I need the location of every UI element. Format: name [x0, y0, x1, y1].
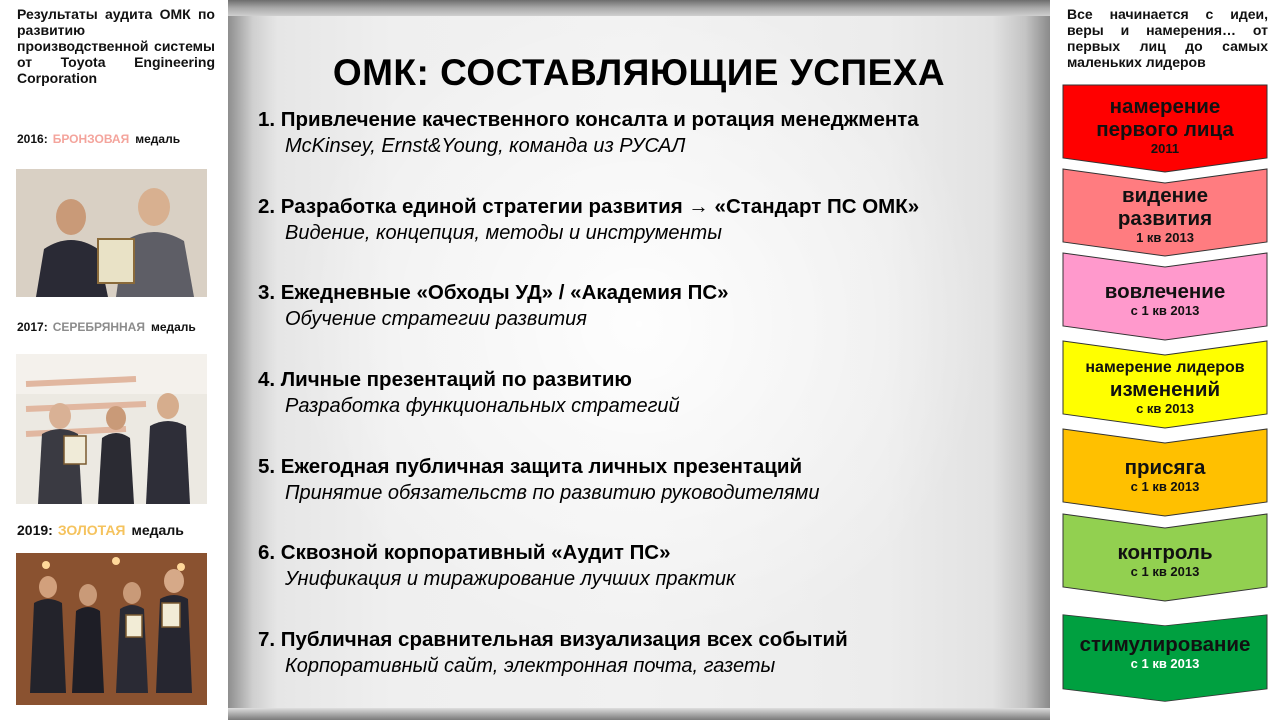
step-chevron-7 [1062, 601, 1268, 690]
step-chevron-5 [1062, 428, 1268, 517]
list-item [258, 194, 1058, 281]
step-chevron-1 [1062, 84, 1268, 173]
step-date: 1 кв 2013 [1136, 230, 1194, 245]
medal-year: 2017: [17, 320, 48, 334]
award-photo-2016 [16, 169, 207, 297]
page-title: ОМК: СОСТАВЛЯЮЩИЕ УСПЕХА [332, 52, 946, 93]
step-chevron-4 [1062, 340, 1268, 429]
medal-caption-2017 [17, 320, 196, 334]
item-subtitle: Видение, концепция, методы и инструменты [285, 221, 722, 244]
list-item [258, 367, 1058, 454]
right-intro-text: Все начинается с идеи, веры и намерения… от первых лиц до самых маленьких лидеров [1067, 6, 1268, 70]
award-photo-2019-image [16, 553, 207, 705]
medal-name-bronze: БРОНЗОВАЯ [52, 132, 130, 146]
medal-name-gold: ЗОЛОТАЯ [57, 522, 126, 538]
list-item [258, 280, 1058, 367]
item-subtitle: Корпоративный сайт, электронная почта, газеты [285, 655, 776, 678]
item-subtitle: Унификация и тиражирование лучших практик [285, 568, 736, 591]
medal-caption-2016 [17, 132, 180, 146]
step-label: контроль [1117, 540, 1213, 564]
step-label: присяга [1124, 455, 1206, 479]
medal-caption-2019 [17, 522, 184, 538]
step-chevron-6 [1062, 513, 1268, 602]
left-column [0, 0, 228, 720]
list-item [258, 540, 1058, 627]
step-date: с 1 кв 2013 [1130, 655, 1200, 671]
step-label-line2: первого лица [1096, 118, 1234, 141]
award-photo-2017-image [16, 354, 207, 504]
item-title: 5. Ежегодная публичная защита личных презентаций [258, 454, 803, 478]
right-column [1050, 0, 1280, 720]
step-date: с 1 кв 2013 [1130, 478, 1200, 494]
audit-title: Результаты аудита ОМК по развитию производственной системы от Toyota Engineering Corporation [17, 6, 215, 86]
medal-suffix: медаль [150, 320, 196, 334]
award-photo-2016-image [16, 169, 207, 297]
award-photo-2019 [16, 553, 207, 705]
medal-suffix: медаль [131, 522, 184, 538]
item-subtitle: Разработка функциональных стратегий [285, 395, 680, 418]
step-label: вовлечение [1104, 279, 1226, 303]
step-date: с 1 кв 2013 [1130, 302, 1200, 318]
step-label: намерение лидеров [1085, 358, 1245, 376]
scroll-panel [228, 0, 1050, 720]
list-item [258, 454, 1058, 541]
step-label: видение [1121, 184, 1208, 207]
item-title: 7. Публичная сравнительная визуализация всех событий [258, 628, 848, 652]
step-date: с 1 кв 2013 [1130, 563, 1200, 579]
step-chevron-3 [1062, 252, 1268, 341]
medal-suffix: медаль [135, 132, 181, 146]
medal-name-silver: СЕРЕБРЯННАЯ [52, 320, 145, 334]
step-date: с кв 2013 [1136, 400, 1194, 416]
item-subtitle: McKinsey, Ernst&Young, команда из РУСАЛ [285, 135, 686, 157]
step-label: стимулирование [1079, 632, 1251, 656]
item-title: 3. Ежедневные «Обходы УД» / «Академия ПС» [258, 281, 729, 305]
list-item [258, 627, 1058, 714]
step-date: 2011 [1150, 141, 1180, 156]
list-item [258, 107, 1058, 194]
item-title: 6. Сквозной корпоративный «Аудит ПС» [258, 541, 671, 565]
item-title: 4. Личные презентаций по развитию [258, 368, 632, 392]
item-title: 2. Разработка единой стратегии развития → «Стандарт ПС ОМК» [258, 194, 920, 218]
medal-year: 2016: [17, 132, 48, 146]
item-subtitle: Обучение стратегии развития [285, 308, 587, 331]
step-label-line2: изменений [1109, 377, 1221, 401]
item-title: 1. Привлечение качественного консалта и ротация менеджмента [258, 108, 919, 131]
step-chevron-2 [1062, 168, 1268, 257]
item-subtitle: Принятие обязательств по развитию руководителями [285, 481, 820, 504]
success-factors-list [258, 107, 1058, 714]
step-label: намерение [1109, 95, 1221, 118]
medal-year: 2019: [17, 522, 53, 538]
award-photo-2017 [16, 354, 207, 504]
step-label-line2: развития [1117, 207, 1213, 230]
